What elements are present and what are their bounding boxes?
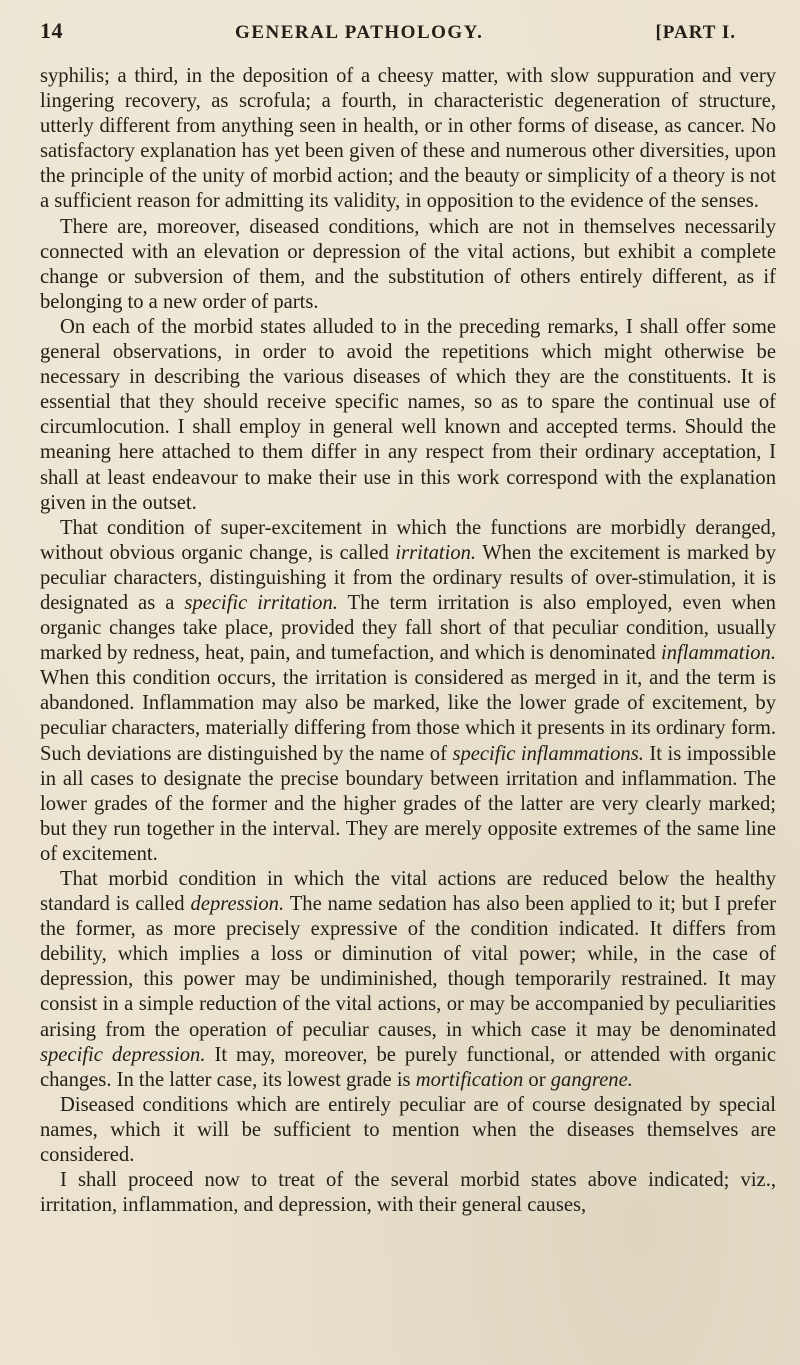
paragraph xyxy=(40,64,776,215)
italic-term: specific depression. xyxy=(40,1043,206,1066)
running-title: GENERAL PATHOLOGY. xyxy=(235,22,484,43)
part-label: [PART I. xyxy=(655,22,736,43)
text-run: The name sedation has also been applied to it; but I prefer the former, as more precisely expressive of the condition indicated. It differs from debility, which implies a loss or diminution of vital power; while, in the case of depression, this power may be undiminished, though temporarily restrained. It may consist in a simple reduction of the vital actions, or may be accompanied by peculiarities arising from the operation of peculiar causes, in which case it may be denominated xyxy=(40,893,777,1041)
text-run: The term irritation is also employed, even when organic changes take place, provided they fall short of that peculiar condition, usually marked by redness, heat, pain, and tumefaction, and which is denominated xyxy=(40,591,776,665)
italic-term: irritation. xyxy=(395,541,477,564)
text-run: When the excitement is marked by peculiar characters, distinguishing it from the ordinary results of over-stimulation, it is designated as a xyxy=(40,541,776,614)
text-run: syphilis; a third, in the deposition of a cheesy matter, with slow suppuration and very lingering recovery, as scrofula; a fourth, in characteristic degeneration of structure, utterly different from anything seen in health, or in other forms of disease, as cancer. No satisfactory explanation has yet been given of these and numerous other diversities, upon the principle of the unity of morbid action; and the beauty or simplicity of a theory is not a sufficient reason for admitting its validity, in opposition to the evidence of the senses. xyxy=(40,65,776,213)
paragraph xyxy=(40,516,776,867)
text-run: When this condition occurs, the irritation is considered as merged in it, and the term is abandoned. Inflammation may also be marked, like the lower grade of excitement, by peculiar characters, materially differing from those which it presents in its ordinary form. Such deviations are distinguished by the name of xyxy=(40,667,776,765)
text-run: That morbid condition in which the vital actions are reduced below the healthy standard is called xyxy=(40,868,776,916)
paragraph xyxy=(40,1093,776,1168)
italic-term: specific inflammations. xyxy=(452,742,644,765)
paragraph xyxy=(40,215,776,315)
italic-term: inflammation. xyxy=(661,642,776,665)
paragraph xyxy=(40,867,776,1093)
body-text xyxy=(22,64,776,1218)
text-run: There are, moreover, diseased conditions, which are not in themselves necessarily connected with an elevation or depression of the vital actions, but exhibit a complete change or subversion of them, and the substitution of others entirely different, as if belonging to a new order of parts. xyxy=(40,215,776,313)
paragraph xyxy=(40,315,776,516)
text-run: On each of the morbid states alluded to in the preceding remarks, I shall offer some general observations, in order to avoid the repetitions which might otherwise be necessary in describing the various diseases of which they are the constituents. It is essential that they should receive specific names, so as to spare the continual use of circumlocution. I shall employ in general well known and accepted terms. Should the meaning here attached to them differ in any respect from their ordinary acceptation, I shall at least endeavour to make their use in this work correspond with the explanation given in the outset. xyxy=(40,315,776,514)
italic-term: mortification xyxy=(415,1068,524,1091)
text-run: Diseased conditions which are entirely peculiar are of course designated by special names, which it will be sufficient to mention when the diseases themselves are considered. xyxy=(40,1093,776,1167)
page-number: 14 xyxy=(40,18,63,43)
italic-term: gangrene. xyxy=(550,1068,633,1091)
paragraph xyxy=(40,1168,776,1218)
running-head xyxy=(22,18,776,44)
text-run: or xyxy=(523,1068,551,1091)
text-run: It is impossible in all cases to designate the precise boundary between irritation and inflammation. The lower grades of the former and the higher grades of the latter are very clearly marked; but they run together in the interval. They are merely opposite extremes of the same line of excitement. xyxy=(40,742,776,865)
italic-term: specific irritation. xyxy=(184,591,338,614)
text-run: It may, moreover, be purely functional, or attended with organic changes. In the latter case, its lowest grade is xyxy=(40,1043,776,1091)
text-run: That condition of super-excitement in which the functions are morbidly deranged, without obvious organic change, is called xyxy=(40,516,776,564)
text-run: I shall proceed now to treat of the several morbid states above indicated; viz., irritation, inflammation, and depression, with their general causes, xyxy=(40,1169,776,1217)
italic-term: depression. xyxy=(190,893,285,916)
